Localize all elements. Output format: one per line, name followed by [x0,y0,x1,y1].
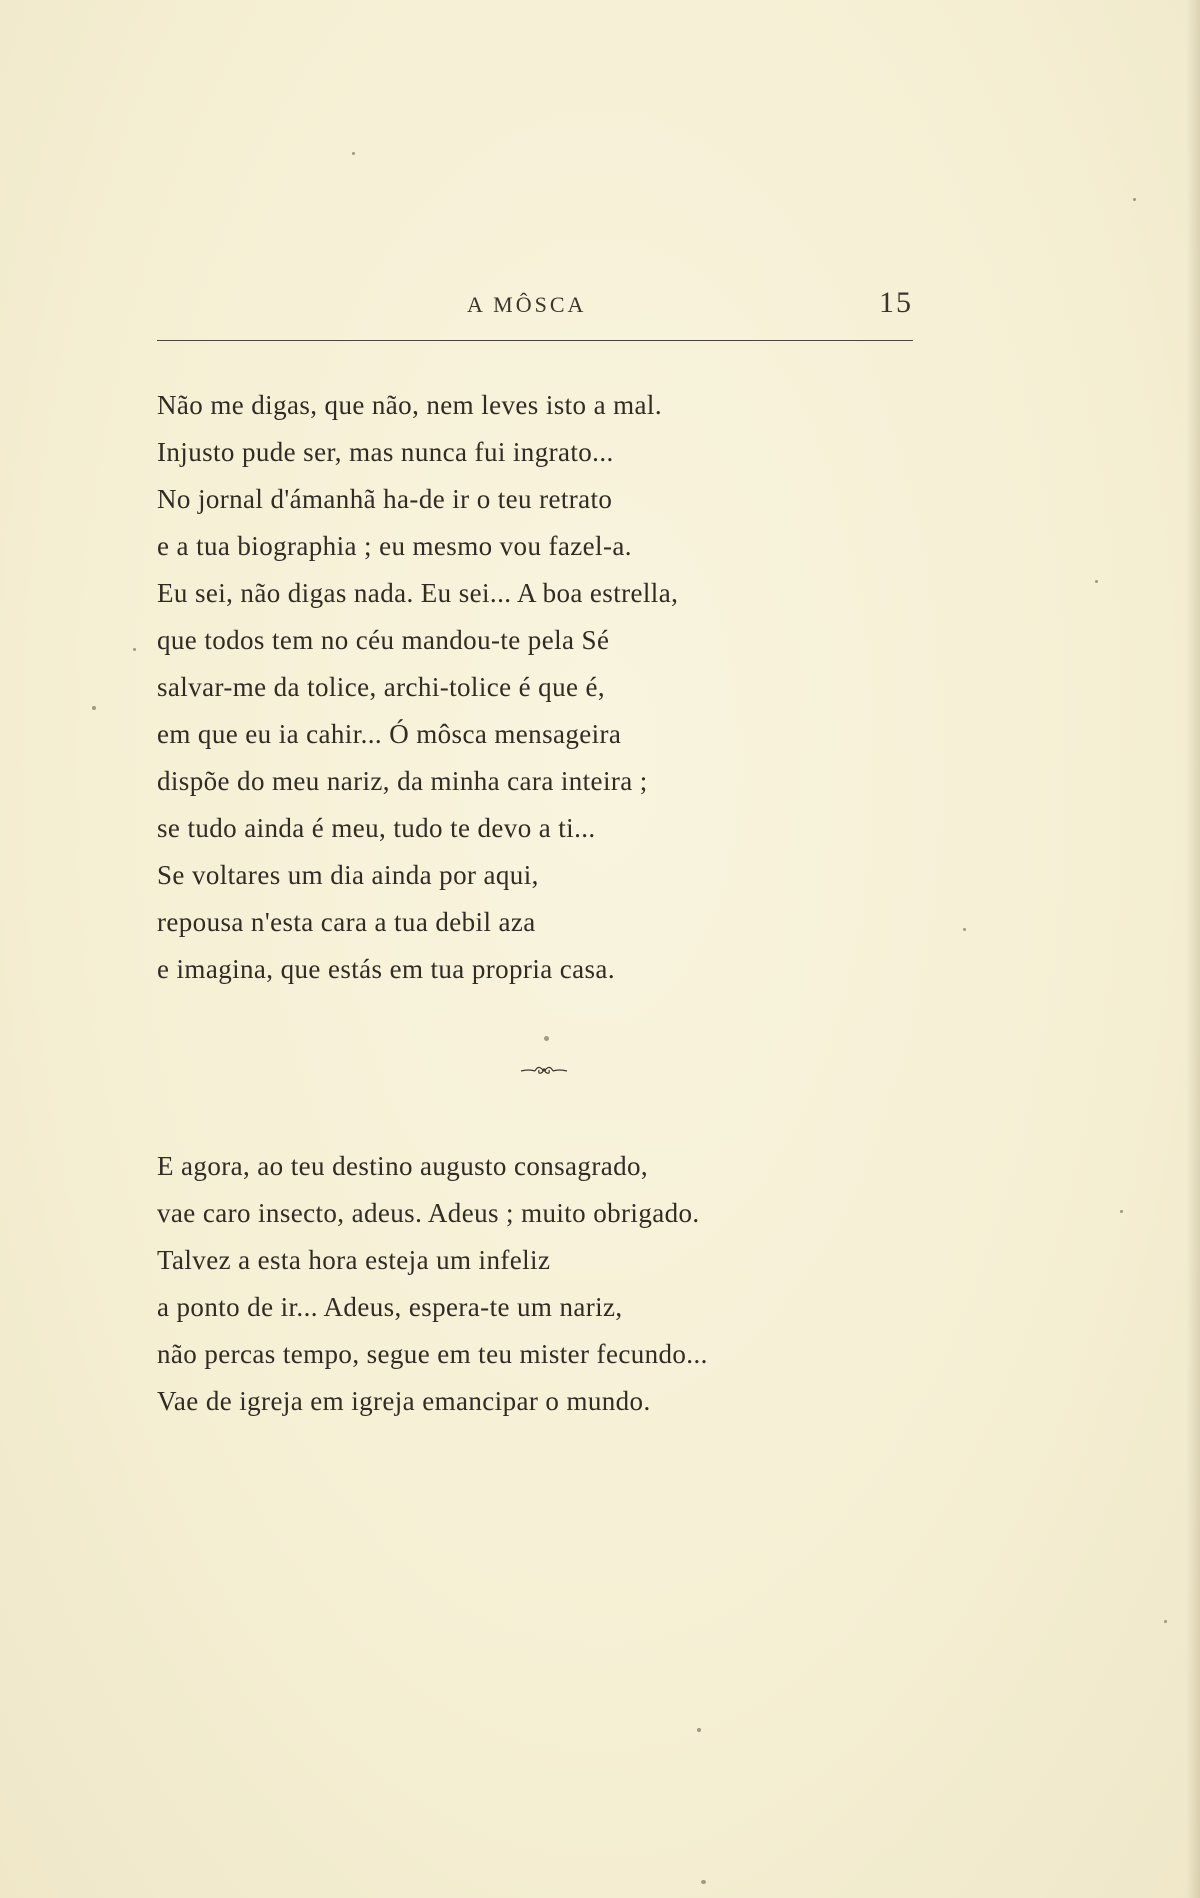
floral-ornament-icon [519,1058,569,1082]
verse-line: e imagina, que estás em tua propria casa. [157,954,615,984]
paper-speck [544,1036,549,1041]
paper-speck [697,1728,701,1732]
verse-line: não percas tempo, segue em teu mister fecundo... [157,1339,708,1369]
verse-line: em que eu ia cahir... Ó môsca mensageira [157,719,622,749]
verse-line: se tudo ainda é meu, tudo te devo a ti... [157,813,596,843]
stanza-1 [157,382,877,993]
running-title: A MÔSCA [467,292,587,317]
verse-line: Vae de igreja em igreja emancipar o mundo. [157,1386,651,1416]
page-edge-shadow [1186,0,1200,1898]
header-rule [157,340,913,341]
verse-line: repousa n'esta cara a tua debil aza [157,907,536,937]
paper-speck [352,152,355,155]
paper-speck [1120,1210,1123,1213]
verse-line: Talvez a esta hora esteja um infeliz [157,1245,551,1275]
verse-line: e a tua biographia ; eu mesmo vou fazel-a. [157,531,632,561]
verse-line: No jornal d'ámanhã ha-de ir o teu retrato [157,484,613,514]
verse-line: Injusto pude ser, mas nunca fui ingrato... [157,437,614,467]
verse-line: Se voltares um dia ainda por aqui, [157,860,539,890]
paper-speck [1164,1620,1167,1623]
page-number: 15 [879,286,913,319]
running-head [157,288,913,328]
verse-line: E agora, ao teu destino augusto consagrado, [157,1151,649,1181]
paper-speck [92,706,96,710]
stanza-2 [157,1143,877,1425]
verse-line: que todos tem no céu mandou-te pela Sé [157,625,610,655]
paper-speck [1095,580,1098,583]
verse-line: dispõe do meu nariz, da minha cara inteira ; [157,766,648,796]
verse-line: a ponto de ir... Adeus, espera-te um nariz, [157,1292,623,1322]
paper-speck [1133,198,1136,201]
paper-speck [963,928,966,931]
verse-line: Eu sei, não digas nada. Eu sei... A boa estrella, [157,578,679,608]
verse-line: salvar-me da tolice, archi-tolice é que é, [157,672,606,702]
verse-line: Não me digas, que não, nem leves isto a mal. [157,390,662,420]
paper-speck [701,1880,706,1884]
verse-line: vae caro insecto, adeus. Adeus ; muito obrigado. [157,1198,700,1228]
paper-speck [133,648,136,651]
